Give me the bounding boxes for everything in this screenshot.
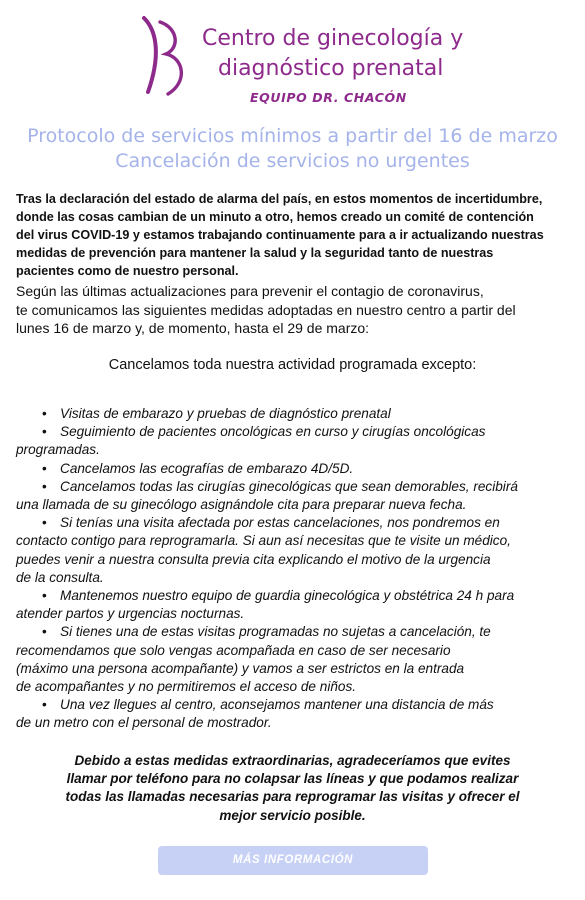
list-item-text: Mantenemos nuestro equipo de guardia ginecológica y obstétrica 24 h para	[60, 588, 515, 604]
section-heading: Cancelamos toda nuestra actividad programada excepto:	[108, 357, 477, 373]
list-item	[0, 423, 585, 459]
update-paragraph	[16, 282, 576, 338]
list-item-text: una llamada de su ginecólogo asignándole cita para preparar nueva fecha.	[16, 497, 467, 513]
bullet-icon: •	[42, 460, 47, 476]
update-line: lunes 16 de marzo y, de momento, hasta el 29 de marzo:	[16, 320, 370, 336]
logo-text-line1: Centro de ginecología y	[202, 26, 464, 51]
list-item-text: Seguimiento de pacientes oncológicas en curso y cirugías oncológicas	[60, 424, 486, 440]
intro-line: medidas de prevención para mantener la salud y la seguridad tanto de nuestras	[16, 246, 494, 260]
list-item	[0, 623, 585, 696]
bullet-icon: •	[42, 406, 47, 421]
list-item-text: Una vez llegues al centro, aconsejamos mantener una distancia de más	[60, 697, 494, 713]
page-title-line2: Cancelación de servicios no urgentes	[115, 150, 470, 172]
closing-line: llamar por teléfono para no colapsar las líneas y que podamos realizar	[66, 771, 519, 787]
list-item-text: de acompañantes y no permitiremos el acceso de niños.	[16, 679, 357, 695]
more-info-button[interactable]: MÁS INFORMACIÓN	[158, 846, 428, 875]
logo-text-line2: diagnóstico prenatal	[218, 56, 444, 81]
list-item-text: de la consulta.	[16, 569, 104, 585]
list-item	[0, 478, 585, 514]
list-item-text: (máximo una persona acompañante) y vamos a ser estrictos en la entrada	[16, 660, 465, 676]
list-item	[0, 587, 585, 623]
measures-list	[0, 405, 585, 733]
intro-paragraph	[16, 190, 576, 280]
list-item-text: atender partos y urgencias nocturnas.	[16, 606, 245, 622]
list-item	[0, 405, 585, 423]
closing-line: todas las llamadas necesarias para reprogramar las visitas y ofrecer el	[65, 789, 520, 805]
list-item-text: Cancelamos las ecografías de embarazo 4D/5D.	[60, 460, 354, 476]
bullet-icon: •	[42, 588, 47, 604]
update-line: te comunicamos las siguientes medidas adoptadas en nuestro centro a partir del	[16, 301, 516, 318]
list-item	[0, 460, 585, 478]
list-item-text: recomendamos que solo vengas acompañada en caso de ser necesario	[16, 642, 451, 658]
bullet-icon: •	[42, 697, 47, 713]
list-item-text: puedes venir a nuestra consulta previa cita explicando el motivo de la urgencia	[16, 551, 491, 567]
bullet-icon: •	[42, 478, 47, 494]
list-item	[0, 514, 585, 587]
list-item	[0, 696, 585, 732]
intro-line: donde las cosas cambian de un minuto a otro, hemos creado un comité de contención	[16, 210, 534, 224]
list-item-text: programadas.	[16, 442, 100, 458]
update-line: Según las últimas actualizaciones para prevenir el contagio de coronavirus,	[16, 283, 484, 299]
list-item-text: Cancelamos todas las cirugías ginecológicas que sean demorables, recibirá	[60, 478, 518, 494]
closing-paragraph	[0, 752, 585, 825]
intro-line: Tras la declaración del estado de alarma del país, en estos momentos de incertidumbre,	[16, 192, 543, 206]
bullet-icon: •	[42, 424, 47, 440]
intro-line: del virus COVID-19 y estamos trabajando continuamente para a ir actualizando nuestras	[16, 228, 544, 242]
logo-icon	[138, 14, 198, 96]
list-item-text: Si tienes una de estas visitas programadas no sujetas a cancelación, te	[60, 624, 491, 640]
logo-team: EQUIPO DR. CHACÓN	[250, 90, 407, 105]
list-item-text: Si tenías una visita afectada por estas cancelaciones, nos pondremos en	[60, 515, 500, 531]
list-item-text: de un metro con el personal de mostrador.	[16, 715, 272, 731]
bullet-icon: •	[42, 515, 47, 531]
list-item-text: contacto contigo para reprogramarla. Si aun así necesitas que te visite un médico,	[16, 533, 511, 549]
list-item-text: Visitas de embarazo y pruebas de diagnóstico prenatal	[60, 406, 391, 421]
closing-line: mejor servicio posible.	[219, 807, 366, 823]
closing-line: Debido a estas medidas extraordinarias, agradeceríamos que evites	[74, 753, 511, 768]
intro-line: pacientes como de nuestro personal.	[16, 264, 239, 278]
page-title-line1: Protocolo de servicios mínimos a partir del 16 de marzo	[27, 125, 558, 147]
page-title	[0, 124, 585, 174]
header	[0, 0, 585, 112]
bullet-icon: •	[42, 624, 47, 640]
